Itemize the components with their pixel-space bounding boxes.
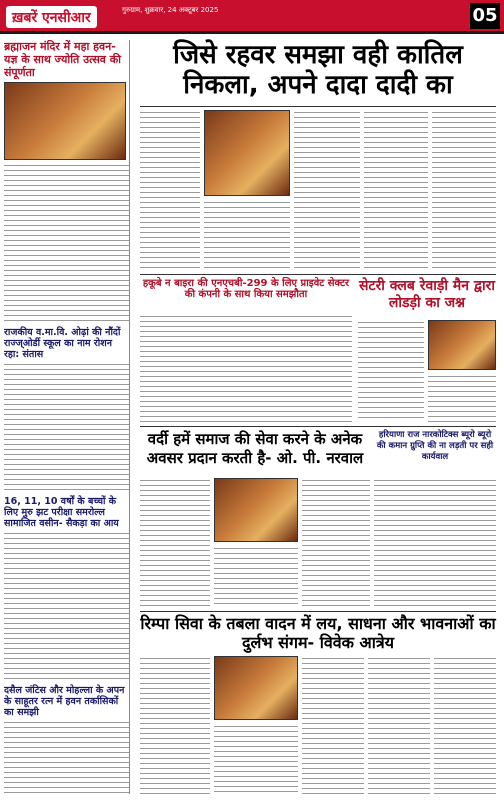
left-third-headline: 16, 11, 10 वर्षों के बच्चों के लिए मुरु झट परीक्षा समरोल्ल सामाजित वसीन- सैकड़ा का आय <box>4 496 119 529</box>
bottom-rule <box>140 611 496 612</box>
page-number: 05 <box>470 3 500 29</box>
left-column <box>4 40 130 794</box>
mid-right-headline: सेटरी क्लब रेवाड़ी मैन द्वारा लोडड़ी का जश्न <box>359 278 495 311</box>
bottom-body-2 <box>214 724 298 794</box>
mid-right-body-2 <box>428 374 496 422</box>
mid-rule <box>140 274 496 275</box>
masthead <box>0 0 504 34</box>
lead-photo <box>204 110 290 196</box>
left-body <box>4 163 129 323</box>
quote-body-3 <box>302 478 370 608</box>
left-third-body <box>4 531 129 681</box>
police-photo <box>214 478 298 542</box>
masthead-logo: ख़बरें एनसीआर <box>6 6 97 28</box>
havan-photo <box>4 82 126 160</box>
bottom-body-5 <box>434 656 496 794</box>
mid-right-body-1 <box>358 320 424 422</box>
quote-body-1 <box>140 478 210 608</box>
bottom-body-4 <box>368 656 430 794</box>
masthead-meta: गुरुग्राम, शुक्रवार, 24 अक्टूबर 2025 <box>122 6 219 14</box>
left-second-headline: राजकीय व.मा.वि. ओढ़ां की नौंदों राज्ज्ओर्डी स्कूल का नाम रोशन रहा: संतास <box>4 327 121 360</box>
lead-body-col-1 <box>140 110 200 270</box>
quote-rule <box>140 426 496 427</box>
lead-body-col-4 <box>364 110 428 270</box>
bottom-headline: रिम्पा सिवा के तबला वादन में लय, साधना और भावनाओं का दुर्लभ संगम- विवेक आत्रेय <box>140 614 496 652</box>
lead-body-col-2 <box>204 200 290 270</box>
quote-body-2 <box>214 546 298 608</box>
mid-left-headline: हकूबे न बाइरा की एनएचबी-299 के लिए प्राइवेट सेक्टर की कंपनी के साथ किया समझौता <box>142 278 350 300</box>
left-second-body <box>4 362 129 492</box>
bottom-body-1 <box>140 656 210 794</box>
lead-rule <box>140 106 496 107</box>
club-photo <box>428 320 496 370</box>
lead-headline: जिसे रहवर समझा वही कातिल निकला, अपने दादा दादी का <box>173 40 463 100</box>
lead-body-col-5 <box>432 110 496 270</box>
left-headline: ब्रह्माजन मंदिर में महा हवन-यज्ञ के साथ ज्योति उत्सव की संपूर्णता <box>4 40 122 79</box>
left-fourth-body <box>4 720 129 794</box>
quote-headline: वर्दी हमें समाज की सेवा करने के अनेक अवसर प्रदान करती है- ओ. पी. नरवाल <box>146 430 364 467</box>
tabla-photo <box>214 656 298 720</box>
lead-body-col-3 <box>294 110 360 270</box>
side-body <box>374 478 496 608</box>
left-fourth-headline: दसैल जंटिस और मोहल्ला के अपन के साहूतर रत्न में हवन तर्कासिकों का समझी <box>4 685 125 718</box>
mid-left-body <box>140 314 352 422</box>
side-headline: हरियाणा राज नारकोटिक्स ब्यूरो ब्यूरो की कमान ग्रुप्ति की ना लड़ती पर सही कार्यवाल <box>376 430 494 462</box>
bottom-body-3 <box>302 656 364 794</box>
